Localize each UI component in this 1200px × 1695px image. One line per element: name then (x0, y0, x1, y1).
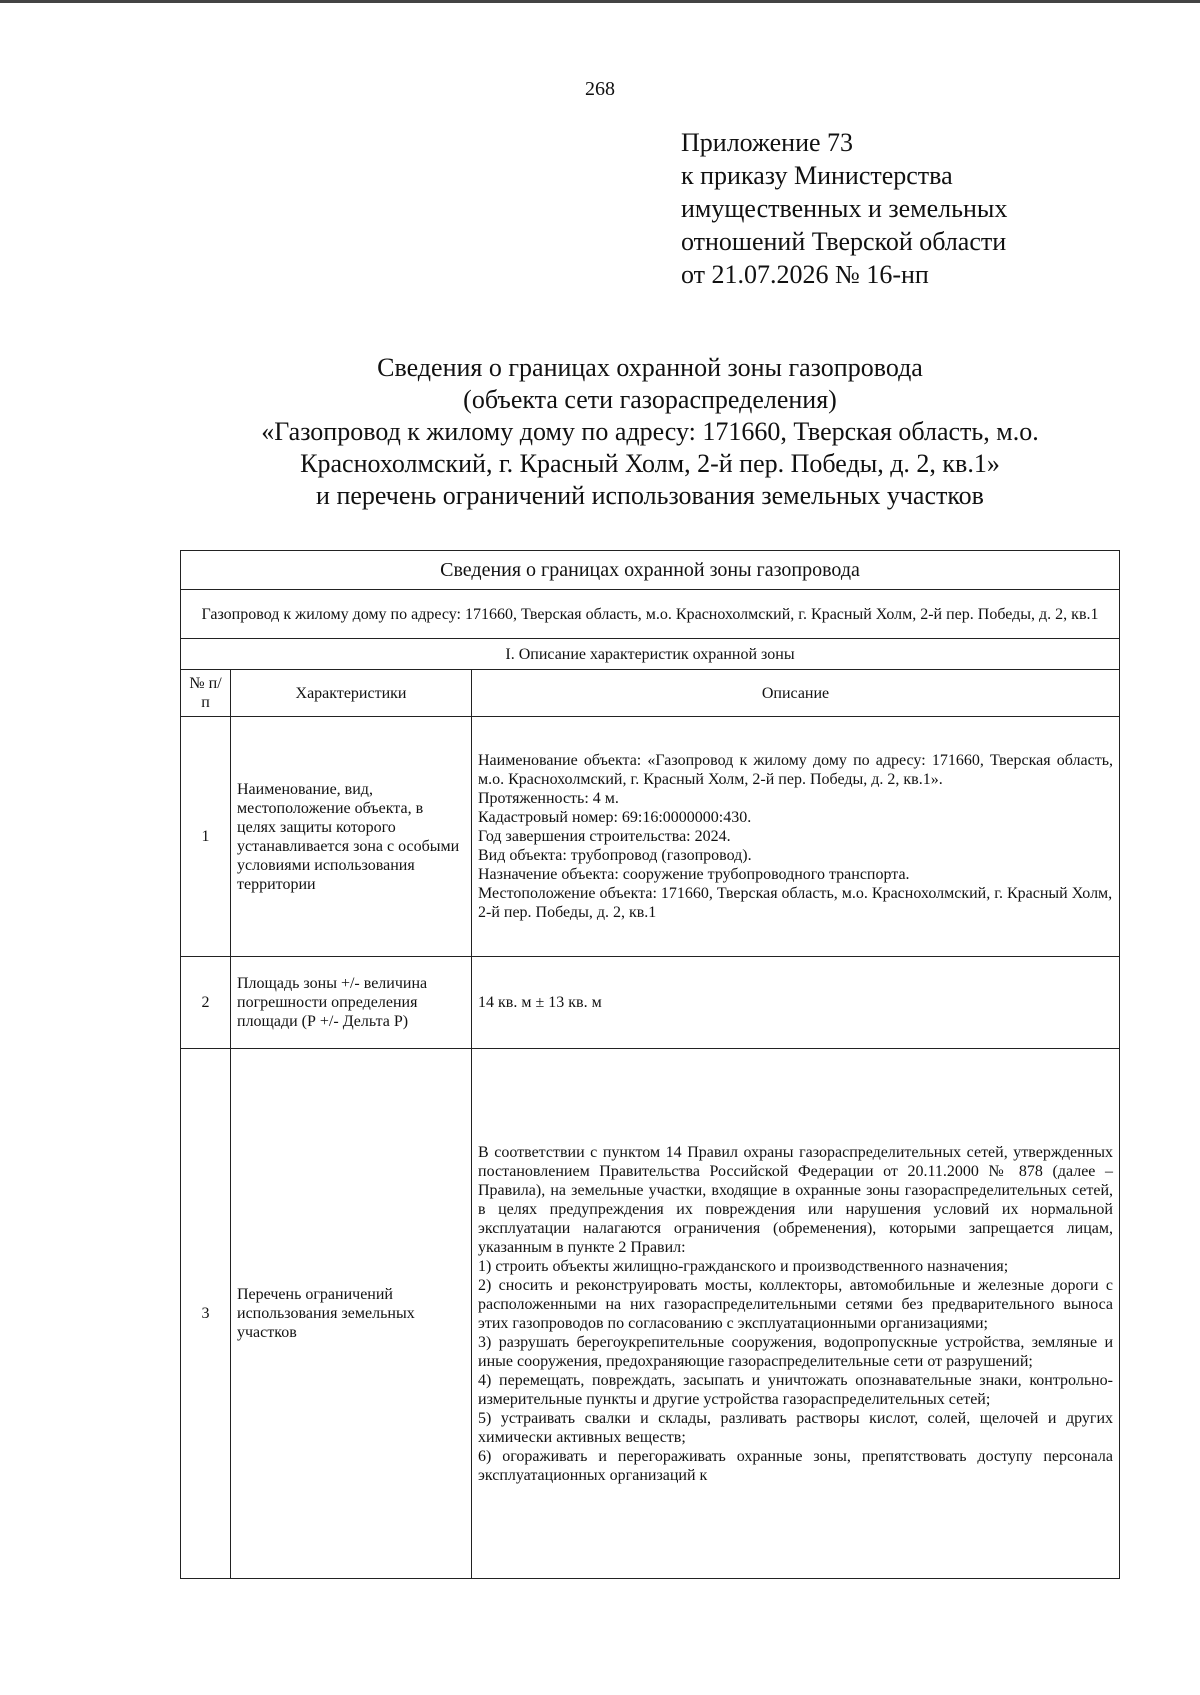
appendix-line: от 21.07.2026 № 16-нп (681, 260, 929, 289)
description-line: 4) перемещать, повреждать, засыпать и уничтожать опознавательные знаки, контрольно-измерительные пункты и другие устройства газораспределительных сетей; (478, 1371, 1113, 1408)
description-line: Протяженность: 4 м. (478, 790, 619, 807)
description-line: Кадастровый номер: 69:16:0000000:430. (478, 809, 752, 826)
row-characteristic: Площадь зоны +/- величина погрешности определения площади (Р +/- Дельта Р) (231, 957, 472, 1049)
table-row (181, 1049, 1120, 1579)
zone-info-table (180, 550, 1120, 1579)
description-line: 3) разрушать берегоукрепительные сооружения, водопропускные устройства, земляные и иные сооружения, предохраняющие газораспределительные сети от разрушений; (478, 1333, 1113, 1370)
document-heading (150, 352, 1150, 512)
description-line: Наименование объекта: «Газопровод к жилому дому по адресу: 171660, Тверская область, м.о. Краснохолмский, г. Красный Холм, 2-й пер. Победы, д. 2, кв.1». (478, 752, 1113, 788)
table-section-title: I. Описание характеристик охранной зоны (181, 639, 1120, 670)
description-line: 1) строить объекты жилищно-гражданского и производственного назначения; (478, 1257, 1009, 1275)
header-description: Описание (472, 670, 1120, 717)
description-line: В соответствии с пунктом 14 Правил охраны газораспределительных сетей, утвержденных постановлением Правительства Российской Федерации от 20.11.2000 № 878 (далее – Правила), на земельные участки, входящие в охранные зоны газораспределительных сетей, в целях предупреждения их повреждения или нарушения условий их нормальной эксплуатации налагаются ограничения (обременения), которыми запрещается лицам, указанным в пункте 2 Правил: (478, 1143, 1113, 1256)
table-object-row (181, 590, 1120, 639)
description-line: Местоположение объекта: 171660, Тверская область, м.о. Краснохолмский, г. Красный Холм, 2-й пер. Победы, д. 2, кв.1 (478, 885, 1113, 921)
appendix-block (681, 126, 1007, 291)
description-line: 2) сносить и реконструировать мосты, коллекторы, автомобильные и железные дороги с расположенными на них газораспределительными сетями без предварительного выноса этих газопроводов по согласованию с эксплуатационными организациями; (478, 1276, 1113, 1332)
row-number: 3 (181, 1049, 231, 1579)
description-line: 5) устраивать свалки и склады, разливать растворы кислот, солей, щелочей и других химически активных веществ; (478, 1409, 1113, 1446)
header-num: № п/п (181, 670, 231, 717)
appendix-line: отношений Тверской области (681, 227, 1007, 256)
heading-line: (объекта сети газораспределения) (463, 385, 837, 414)
description-line: 6) огораживать и перегораживать охранные зоны, препятствовать доступу персонала эксплуатационных организаций к (478, 1447, 1113, 1484)
table-row (181, 957, 1120, 1049)
table-title-row (181, 551, 1120, 590)
row-number: 1 (181, 717, 231, 957)
row-number: 2 (181, 957, 231, 1049)
row-description (472, 1049, 1120, 1579)
description-line: Год завершения строительства: 2024. (478, 828, 731, 845)
table-section-row (181, 639, 1120, 670)
table-row (181, 717, 1120, 957)
scan-edge (0, 0, 1200, 3)
row-description (472, 957, 1120, 1049)
heading-line: Сведения о границах охранной зоны газопровода (377, 353, 923, 382)
table-object-name: Газопровод к жилому дому по адресу: 171660, Тверская область, м.о. Краснохолмский, г. Красный Холм, 2-й пер. Победы, д. 2, кв.1 (181, 590, 1120, 639)
row-description (472, 717, 1120, 957)
appendix-line: имущественных и земельных (681, 194, 1008, 223)
row-characteristic: Наименование, вид, местоположение объекта, в целях защиты которого устанавливается зона с особыми условиями использования территории (231, 717, 472, 957)
description-line: Вид объекта: трубопровод (газопровод). (478, 847, 752, 864)
heading-line: Краснохолмский, г. Красный Холм, 2-й пер. Победы, д. 2, кв.1» (300, 449, 1000, 478)
description-line: Назначение объекта: сооружение трубопроводного транспорта. (478, 866, 910, 883)
heading-line: «Газопровод к жилому дому по адресу: 171660, Тверская область, м.о. (261, 417, 1039, 446)
appendix-line: к приказу Министерства (681, 161, 953, 190)
row-characteristic: Перечень ограничений использования земельных участков (231, 1049, 472, 1579)
description-line: 14 кв. м ± 13 кв. м (478, 994, 602, 1011)
table-title: Сведения о границах охранной зоны газопровода (181, 551, 1120, 590)
header-characteristics: Характеристики (231, 670, 472, 717)
appendix-line: Приложение 73 (681, 128, 854, 157)
table-header-row (181, 670, 1120, 717)
heading-line: и перечень ограничений использования земельных участков (316, 481, 984, 510)
page-number: 268 (585, 78, 615, 100)
